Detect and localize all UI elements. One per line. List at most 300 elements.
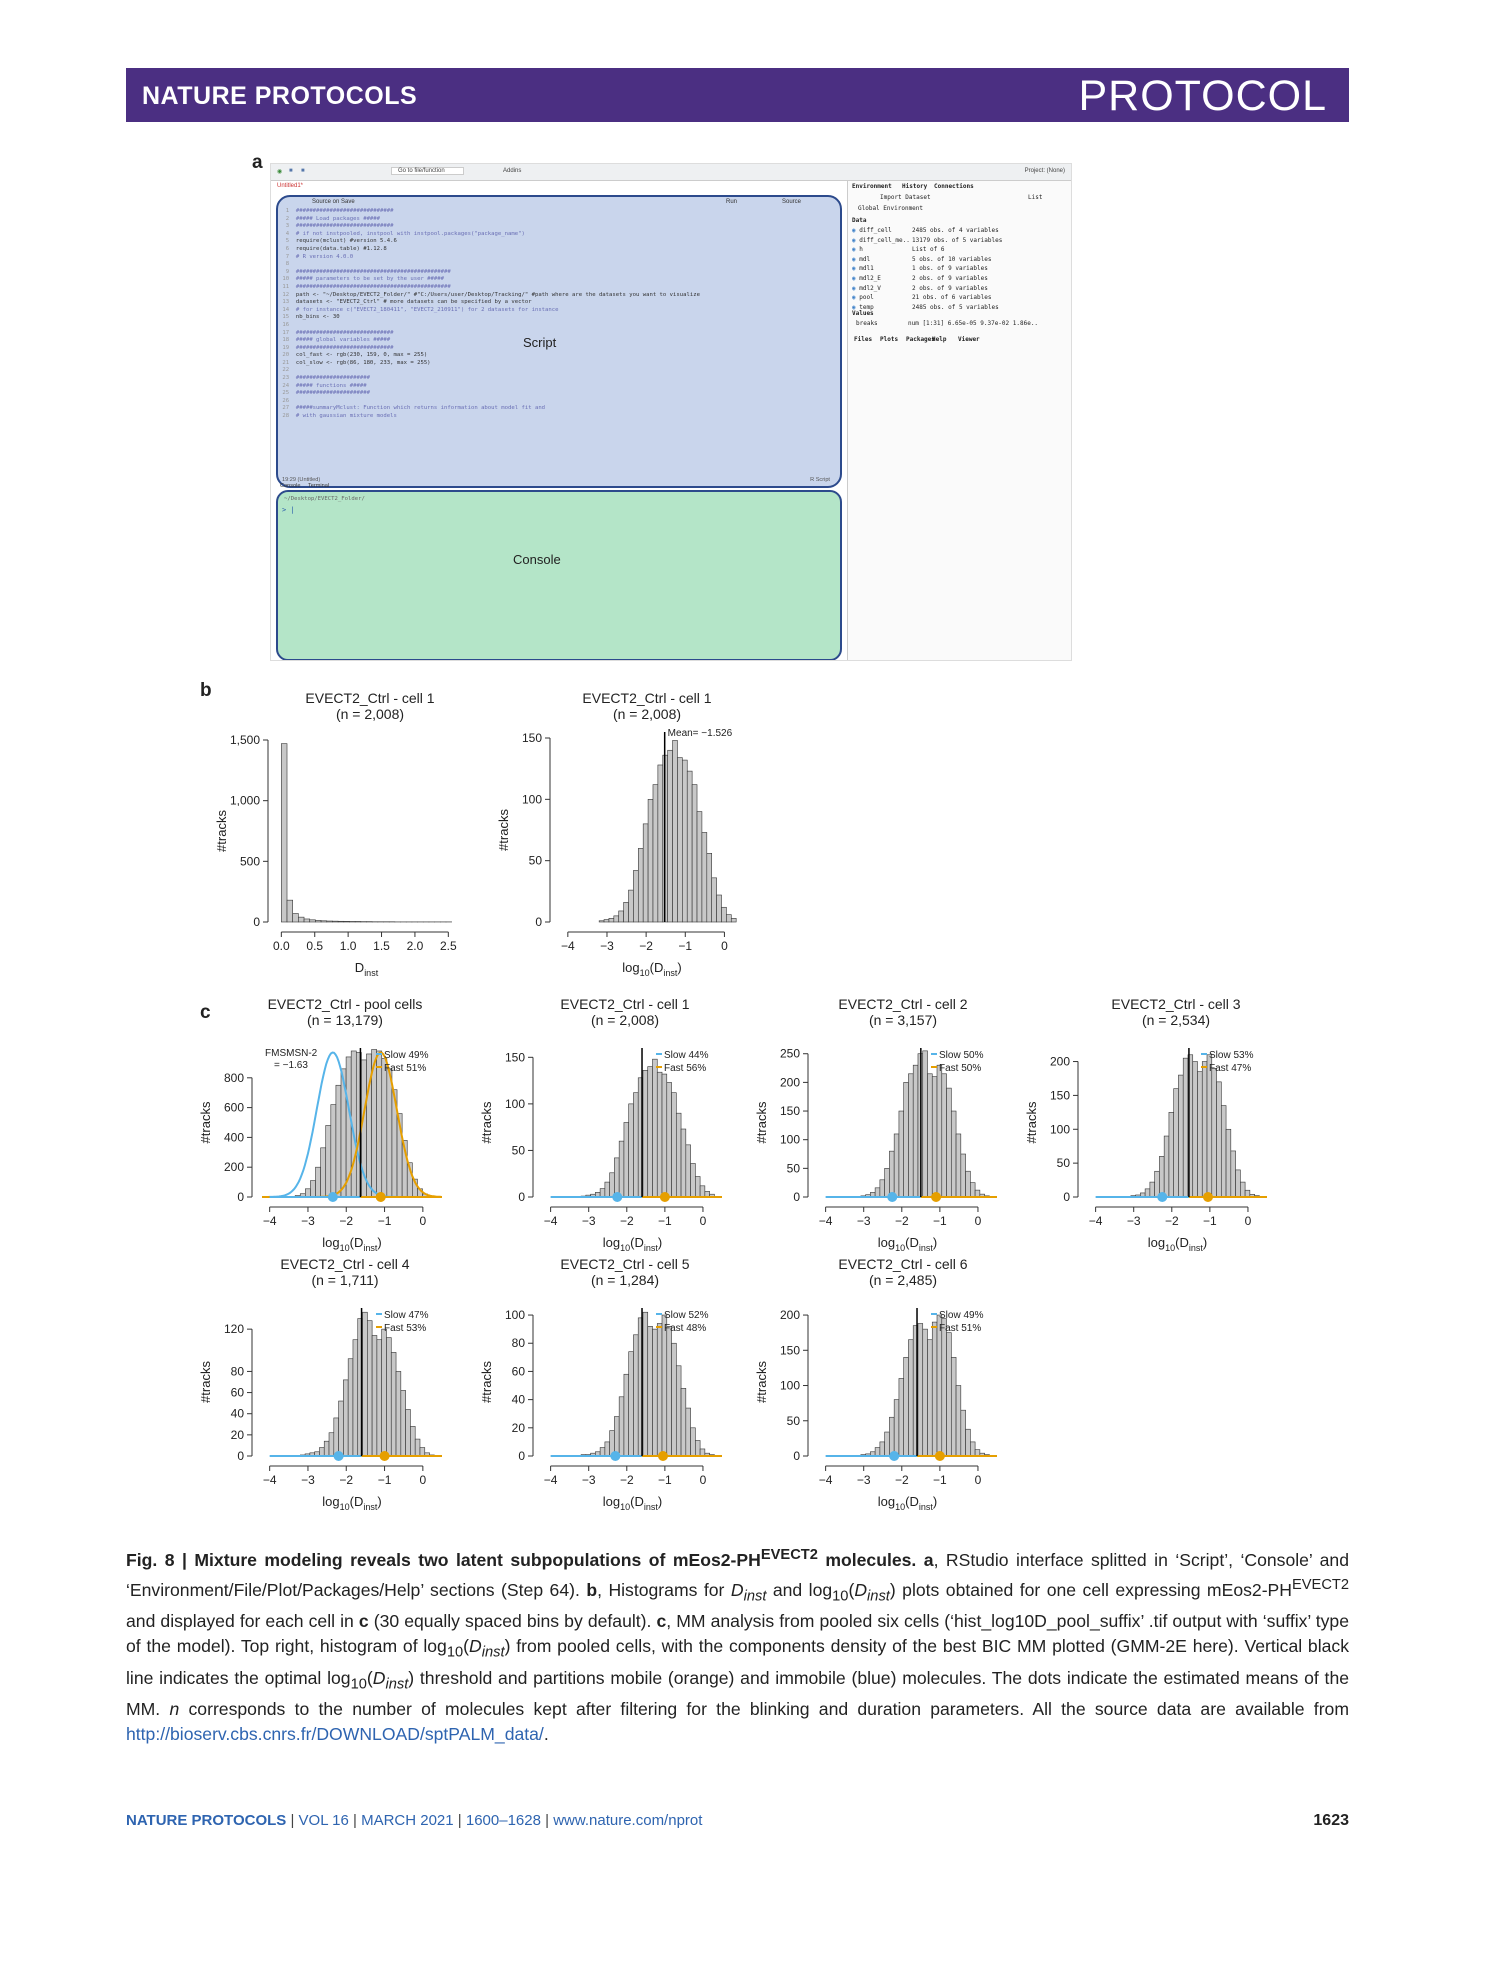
histogram-bar — [336, 1085, 341, 1197]
legend-slow: Slow 47% — [384, 1310, 429, 1321]
histogram-bar — [947, 1088, 952, 1197]
code-line: 19 ############################# — [279, 344, 394, 351]
y-tick-label: 0 — [518, 1190, 525, 1204]
histogram-bar — [643, 1070, 648, 1197]
code-line: 4 # if not instpooled, instpool with instpool.packages("package_name") — [279, 230, 525, 237]
x-tick-label: −3 — [856, 1473, 871, 1487]
histogram-bar — [966, 1171, 971, 1197]
x-tick-label: 0 — [419, 1473, 427, 1487]
slow-mean-dot — [610, 1451, 620, 1461]
y-axis-label: #tracks — [479, 1361, 494, 1403]
histogram-bar — [382, 1058, 387, 1197]
addins-menu[interactable]: Addins — [503, 168, 522, 174]
x-tick-label: 0 — [699, 1214, 707, 1228]
x-tick-label: −1 — [933, 1214, 947, 1228]
histogram-bar — [726, 915, 731, 922]
y-tick-label: 150 — [779, 1343, 800, 1358]
histogram-bar — [700, 1449, 705, 1456]
y-tick-label: 150 — [521, 731, 542, 745]
histogram-bar — [648, 1326, 653, 1456]
histogram-bar — [951, 1111, 956, 1197]
code-line: 27 #####summaryMclust: Function which returns information about model fit and — [279, 405, 546, 412]
x-tick-label: −4 — [262, 1214, 277, 1228]
chart-c1 — [198, 996, 442, 1253]
chart-subtitle: (n = 2,485) — [868, 1272, 938, 1288]
histogram-bar — [1164, 1136, 1169, 1197]
y-axis-label: #tracks — [754, 1101, 769, 1144]
chart-subtitle: (n = 1,711) — [311, 1272, 379, 1288]
x-tick-label: 0 — [974, 1214, 982, 1228]
article-type: PROTOCOL — [1078, 72, 1327, 120]
env-values-header: Values — [852, 310, 874, 317]
histogram-bar — [894, 1400, 899, 1456]
x-tick-label: −2 — [339, 1473, 354, 1487]
y-tick-label: 120 — [223, 1322, 244, 1337]
y-tick-label: 200 — [779, 1308, 800, 1323]
y-tick-label: 0 — [237, 1190, 244, 1204]
code-line: 18 ##### global variables ##### — [279, 337, 391, 344]
chart-title: EVECT2_Ctrl - cell 1 — [560, 996, 690, 1012]
code-line: 3 ############################# — [279, 223, 394, 230]
env-row[interactable]: ◉ diff_cell_me.. 13179 obs. of 5 variables — [852, 236, 1003, 244]
code-line: 20 col_fast <- rgb(230, 159, 0, max = 255) — [279, 352, 428, 359]
env-row[interactable]: ◉ mdl1 1 obs. of 9 variables — [852, 265, 988, 273]
histogram-bar — [885, 1168, 890, 1197]
project-menu[interactable]: Project: (None) — [1024, 168, 1065, 174]
histogram-bar — [1207, 1055, 1212, 1197]
histogram-bar — [717, 895, 722, 922]
x-tick-label: −1 — [658, 1473, 672, 1487]
env-row[interactable]: ◉ mdl2_V 2 obs. of 9 variables — [852, 284, 988, 292]
x-tick-label: 2.0 — [406, 939, 424, 953]
histogram-bar — [1193, 1062, 1198, 1197]
histogram-bar — [691, 1428, 696, 1456]
histogram-bar — [396, 1371, 401, 1456]
panel-label-c: c — [200, 1002, 211, 1023]
y-tick-label: 400 — [223, 1130, 244, 1145]
y-tick-label: 50 — [1056, 1156, 1070, 1171]
env-scope-select[interactable]: Global Environment — [858, 205, 924, 212]
import-dataset-button[interactable]: Import Dataset — [880, 194, 931, 201]
histogram-bar — [1231, 1151, 1236, 1197]
chart-subtitle: (n = 2,008) — [612, 706, 682, 722]
histogram-bar — [686, 1408, 691, 1456]
histogram-bar — [951, 1357, 956, 1456]
chart-title: EVECT2_Ctrl - cell 1 — [582, 690, 712, 706]
y-axis-label: #tracks — [1024, 1101, 1039, 1144]
histogram-bar — [316, 1167, 321, 1197]
env-row[interactable]: ◉ mdl 5 obs. of 10 variables — [852, 255, 992, 263]
code-line: 22 — [279, 367, 296, 374]
histogram-bar — [695, 1440, 700, 1456]
panel-label-a: a — [252, 152, 263, 173]
x-axis-label: $\log_{10}(D_{inst})$ — [1147, 1235, 1208, 1253]
x-axis-label: $\log_{10}(D_{inst})$ — [877, 1494, 938, 1512]
code-line: 15 nb_bins <- 30 — [279, 314, 340, 321]
list-view-toggle[interactable]: List — [1028, 194, 1043, 201]
x-tick-label: −3 — [856, 1214, 871, 1228]
chart-title: EVECT2_Ctrl - cell 1 — [305, 690, 435, 706]
y-tick-label: 600 — [223, 1100, 244, 1115]
y-tick-label: 500 — [239, 854, 260, 869]
run-button[interactable]: Run — [726, 199, 738, 205]
histogram-bar — [619, 1141, 624, 1197]
histogram-bar — [880, 1442, 885, 1456]
histogram-bar — [329, 1433, 334, 1456]
histogram-bar — [610, 1173, 615, 1197]
histogram-bar — [324, 1441, 329, 1456]
histogram-bar — [889, 1417, 894, 1456]
y-tick-label: 20 — [230, 1427, 244, 1442]
source-button[interactable]: Source — [782, 199, 802, 205]
x-tick-label: −1 — [678, 939, 693, 953]
histogram-bar — [377, 1340, 382, 1456]
histogram-bar — [682, 760, 687, 922]
y-tick-label: 50 — [786, 1413, 800, 1428]
x-axis-label: $\log_{10}(D_{inst})$ — [322, 1494, 382, 1512]
histogram-bar — [310, 920, 316, 922]
histogram-bar — [1155, 1171, 1160, 1197]
x-axis-label: $D_{inst}$ — [354, 960, 379, 978]
histogram-bar — [293, 914, 299, 922]
y-tick-label: 50 — [511, 1143, 525, 1158]
histogram-bar — [681, 1129, 686, 1197]
code-line: 23 ###################### — [279, 375, 370, 382]
files-tab-files[interactable]: Files — [854, 336, 873, 343]
y-tick-label: 40 — [511, 1392, 525, 1407]
new-file-icon[interactable]: ◉ — [277, 169, 283, 175]
open-file-icon[interactable]: ■ — [289, 168, 293, 174]
x-tick-label: −4 — [262, 1473, 277, 1487]
chart-c4 — [1024, 996, 1267, 1253]
histogram-bar — [653, 785, 658, 922]
env-tab-environment[interactable]: Environment — [852, 183, 892, 190]
fast-mean-dot — [935, 1451, 945, 1461]
histogram-bar — [667, 1326, 672, 1456]
histogram-bar — [624, 1123, 629, 1198]
histogram-bar — [691, 1163, 696, 1197]
legend-fast: Fast 56% — [664, 1063, 707, 1074]
histogram-bar — [377, 1051, 382, 1197]
x-tick-label: 0.0 — [272, 939, 290, 953]
histogram-bar — [648, 1067, 653, 1197]
y-tick-label: 0 — [535, 915, 542, 929]
y-tick-label: 0 — [793, 1190, 800, 1204]
histogram-bar — [614, 916, 619, 922]
env-row[interactable]: ◉ pool 21 obs. of 6 variables — [852, 294, 992, 302]
histogram-bar — [961, 1410, 966, 1456]
histogram-bar — [961, 1154, 966, 1197]
histogram-bar — [1240, 1182, 1245, 1197]
env-row[interactable]: ◉ diff_cell 2485 obs. of 4 variables — [852, 227, 999, 234]
histogram-bar — [721, 907, 726, 922]
y-tick-label: 80 — [230, 1364, 244, 1379]
histogram-bar — [975, 1190, 980, 1197]
env-value-name[interactable]: breaks — [856, 320, 878, 327]
histogram-bar — [363, 1312, 368, 1456]
histogram-bar — [956, 1134, 961, 1197]
histogram-bar — [372, 1335, 377, 1456]
editor-tab[interactable]: Untitled1* — [277, 183, 304, 189]
chart-subtitle: (n = 3,157) — [868, 1012, 938, 1028]
histogram-bar — [633, 1335, 638, 1456]
histogram-bar — [401, 1390, 406, 1456]
env-row[interactable]: ◉ h List of 6 — [852, 246, 945, 254]
dataframe-icon: ◉ — [852, 294, 860, 302]
chart-c5 — [198, 1256, 442, 1512]
y-tick-label: 250 — [779, 1046, 800, 1061]
histogram-bar — [310, 1181, 315, 1197]
y-tick-label: 150 — [1049, 1088, 1070, 1103]
code-line: 14 # for instance c("EVECT2_180411", "EVECT2_210911") for 2 datasets for instance — [279, 306, 559, 313]
histogram-bar — [633, 1093, 638, 1197]
histogram-bar — [889, 1151, 894, 1197]
histogram-bar — [927, 1340, 932, 1456]
histogram-bar — [348, 1359, 353, 1456]
histogram-bar — [1174, 1089, 1179, 1197]
histogram-bar — [970, 1442, 975, 1456]
y-tick-label: 50 — [786, 1161, 800, 1176]
page-number: 1623 — [1313, 1812, 1349, 1829]
histogram-bar — [1178, 1075, 1183, 1197]
y-tick-label: 200 — [1049, 1054, 1070, 1069]
fast-mean-dot — [1203, 1192, 1213, 1202]
chart-subtitle: (n = 2,008) — [335, 706, 405, 722]
slow-mean-dot — [328, 1192, 338, 1202]
y-tick-label: 100 — [504, 1308, 525, 1323]
legend-fast: Fast 51% — [384, 1063, 427, 1074]
source-on-save[interactable]: Source on Save — [312, 199, 355, 205]
source-data-link[interactable]: http://bioserv.cbs.cnrs.fr/DOWNLOAD/sptPALM_data/ — [126, 1724, 544, 1745]
fast-mean-dot — [931, 1192, 941, 1202]
histogram-bar — [629, 1352, 634, 1456]
code-line: 1 ############################# — [279, 208, 394, 214]
x-tick-label: −2 — [639, 939, 653, 953]
histogram-bar — [600, 1189, 605, 1197]
histogram-bar — [619, 1397, 624, 1456]
code-line: 6 require(data.table) #1.12.8 — [279, 245, 387, 252]
histogram-bar — [937, 1065, 942, 1197]
chart-c7 — [754, 1256, 997, 1512]
x-tick-label: −2 — [1164, 1214, 1179, 1228]
x-tick-label: −4 — [543, 1214, 558, 1228]
env-row[interactable]: ◉ temp 2485 obs. of 5 variables — [852, 303, 999, 311]
y-tick-label: 0 — [1063, 1190, 1070, 1204]
legend-slow: Slow 52% — [664, 1310, 709, 1321]
x-tick-label: 1.5 — [373, 939, 390, 953]
x-tick-label: −3 — [301, 1473, 315, 1487]
env-tab-history[interactable]: History — [902, 183, 928, 190]
console-label: Console — [513, 552, 561, 567]
x-axis-label: $\log_{10}(D_{inst})$ — [622, 960, 682, 978]
go-to-file-input[interactable]: Go to file/function — [391, 167, 464, 175]
histogram-bar — [1169, 1112, 1174, 1197]
script-label: Script — [523, 335, 557, 350]
y-tick-label: 60 — [511, 1364, 525, 1379]
y-tick-label: 40 — [230, 1406, 244, 1421]
histogram-bar — [970, 1183, 975, 1197]
histogram-bar — [942, 1074, 947, 1197]
slow-mean-dot — [889, 1451, 899, 1461]
code-line: 11 ############################################## — [279, 283, 451, 290]
histogram-bar — [894, 1134, 899, 1197]
histogram-bar — [305, 1189, 310, 1197]
x-tick-label: −2 — [619, 1473, 634, 1487]
histogram-bar — [899, 1111, 904, 1197]
env-row[interactable]: ◉ mdl2_E 2 obs. of 9 variables — [852, 275, 988, 282]
histogram-bar — [1212, 1068, 1217, 1197]
histogram-bar — [604, 920, 609, 922]
histogram-bar — [406, 1409, 411, 1456]
caption-b: b — [586, 1579, 598, 1600]
x-tick-label: 0 — [699, 1473, 707, 1487]
env-tab-connections[interactable]: Connections — [934, 183, 974, 190]
x-tick-label: −3 — [600, 939, 614, 953]
terminal-tab[interactable]: Terminal — [308, 483, 330, 489]
footer-journal: NATURE PROTOCOLS — [126, 1812, 287, 1829]
chart-subtitle: (n = 2,534) — [1141, 1012, 1211, 1028]
histogram-bar — [599, 921, 604, 922]
files-tab-plots[interactable]: Plots — [880, 336, 899, 343]
histogram-bar — [619, 911, 624, 922]
code-line: 8 — [279, 261, 296, 268]
histogram-bar — [908, 1340, 913, 1456]
x-tick-label: −4 — [1088, 1214, 1103, 1228]
x-tick-label: 0 — [974, 1473, 982, 1487]
histogram-bar — [1145, 1189, 1150, 1197]
slow-mean-dot — [887, 1192, 897, 1202]
histogram-bar — [657, 1324, 662, 1456]
x-tick-label: −4 — [818, 1473, 833, 1487]
script-type[interactable]: R Script — [810, 477, 830, 483]
histogram-bar — [281, 744, 287, 922]
legend-slow: Slow 49% — [939, 1310, 984, 1321]
chart-c2 — [479, 996, 722, 1253]
caption-title: Fig. 8 | Mixture modeling reveals two latent subpopulations of $mEos2-PH^{EVECT2}$ molecules. — [126, 1547, 924, 1570]
y-tick-label: 150 — [504, 1050, 525, 1065]
env-value-desc: num [1:31] 6.65e-05 9.37e-02 1.86e.. — [908, 320, 1039, 327]
x-tick-label: 0 — [1244, 1214, 1252, 1228]
code-line: 12 path <- "~/Desktop/EVECT2_Folder/" #"C:/Users/user/Desktop/Tracking/" #path where are the datasets you want to visualize — [279, 291, 700, 298]
code-line: 28 # with gaussian mixture models — [279, 413, 397, 420]
histogram-bar — [692, 785, 697, 922]
x-tick-label: 1.0 — [339, 939, 357, 953]
legend-fast: Fast 50% — [939, 1063, 982, 1074]
histogram-bar — [880, 1180, 885, 1197]
histogram-bar — [629, 890, 634, 922]
histogram-bar — [298, 917, 304, 922]
x-tick-label: 0.5 — [306, 939, 324, 953]
legend-slow: Slow 44% — [664, 1050, 709, 1061]
y-tick-label: 200 — [223, 1160, 244, 1175]
histogram-bar — [327, 921, 333, 922]
y-tick-label: 100 — [779, 1132, 800, 1147]
x-tick-label: −2 — [894, 1473, 909, 1487]
histogram-bar — [614, 1417, 619, 1456]
chart-c3 — [754, 996, 997, 1253]
x-tick-label: −1 — [1203, 1214, 1217, 1228]
footer-url[interactable]: www.nature.com/nprot — [553, 1812, 703, 1829]
histogram-bar — [1202, 1062, 1207, 1197]
x-tick-label: −4 — [543, 1473, 558, 1487]
histogram-bar — [673, 740, 678, 922]
legend-fast: Fast 48% — [664, 1323, 707, 1334]
code-line: 25 ###################### — [279, 390, 370, 397]
histogram-bar — [1197, 1072, 1202, 1197]
histogram-bar — [319, 1448, 324, 1456]
y-axis-label: #tracks — [479, 1101, 494, 1144]
histogram-bar — [695, 1177, 700, 1197]
chart-subtitle: (n = 13,179) — [307, 1012, 383, 1028]
console-prompt[interactable]: > | — [282, 506, 295, 514]
histogram-bar — [672, 1093, 677, 1197]
histogram-bar — [315, 920, 321, 922]
histogram-bar — [707, 853, 712, 922]
journal-name: NATURE PROTOCOLS — [142, 82, 418, 110]
y-tick-label: 0 — [518, 1449, 525, 1463]
x-tick-label: −1 — [658, 1214, 672, 1228]
x-tick-label: 2.5 — [439, 939, 457, 953]
slow-mean-dot — [334, 1451, 344, 1461]
histogram-bar — [966, 1429, 971, 1456]
x-axis-label: $\log_{10}(D_{inst})$ — [877, 1235, 938, 1253]
editor-status: 19:29 (Untitled) — [282, 477, 321, 483]
dataframe-icon: ◉ — [852, 227, 860, 234]
histogram-bar — [353, 1340, 358, 1456]
files-tab-viewer[interactable]: Viewer — [958, 336, 980, 343]
histogram-bar — [904, 1082, 909, 1197]
files-tab-packages[interactable]: Packages — [906, 336, 935, 343]
y-tick-label: 0 — [253, 915, 260, 929]
histogram-bar — [676, 1366, 681, 1456]
histogram-bar — [686, 1145, 691, 1197]
code-line: 24 ##### functions ##### — [279, 382, 367, 389]
histogram-bar — [605, 1182, 610, 1197]
histogram-bar — [648, 799, 653, 922]
y-tick-label: 800 — [223, 1070, 244, 1085]
console-tab[interactable]: Console — [280, 483, 301, 489]
y-axis-label: #tracks — [496, 809, 511, 851]
y-tick-label: 1,500 — [229, 733, 260, 747]
code-line: 26 — [279, 397, 296, 404]
histogram-bar — [410, 1426, 415, 1456]
histogram-bar — [712, 878, 717, 922]
y-tick-label: 60 — [230, 1385, 244, 1400]
histogram-bar — [321, 1148, 326, 1197]
histogram-bar — [609, 918, 614, 922]
chart-title: EVECT2_Ctrl - cell 3 — [1111, 996, 1241, 1012]
save-icon[interactable]: ■ — [301, 168, 305, 174]
histogram-bar — [908, 1074, 913, 1197]
histogram-bar — [344, 921, 350, 922]
y-tick-label: 100 — [504, 1096, 525, 1111]
code-line: 10 ##### parameters to be set by the user ##### — [279, 276, 445, 283]
x-tick-label: −2 — [339, 1214, 354, 1228]
histogram-bar — [332, 921, 338, 922]
y-tick-label: 150 — [779, 1104, 800, 1119]
y-axis-label: #tracks — [198, 1361, 213, 1403]
dataframe-icon: ◉ — [852, 275, 860, 282]
files-tab-help[interactable]: Help — [932, 336, 947, 343]
histogram-bar — [1245, 1190, 1250, 1197]
x-tick-label: −2 — [619, 1214, 634, 1228]
histogram-bar — [326, 1125, 331, 1197]
x-tick-label: −2 — [894, 1214, 909, 1228]
histogram-bar — [652, 1059, 657, 1197]
panel-label-b: b — [200, 680, 212, 701]
legend-slow: Slow 49% — [384, 1050, 429, 1061]
x-tick-label: −3 — [301, 1214, 315, 1228]
